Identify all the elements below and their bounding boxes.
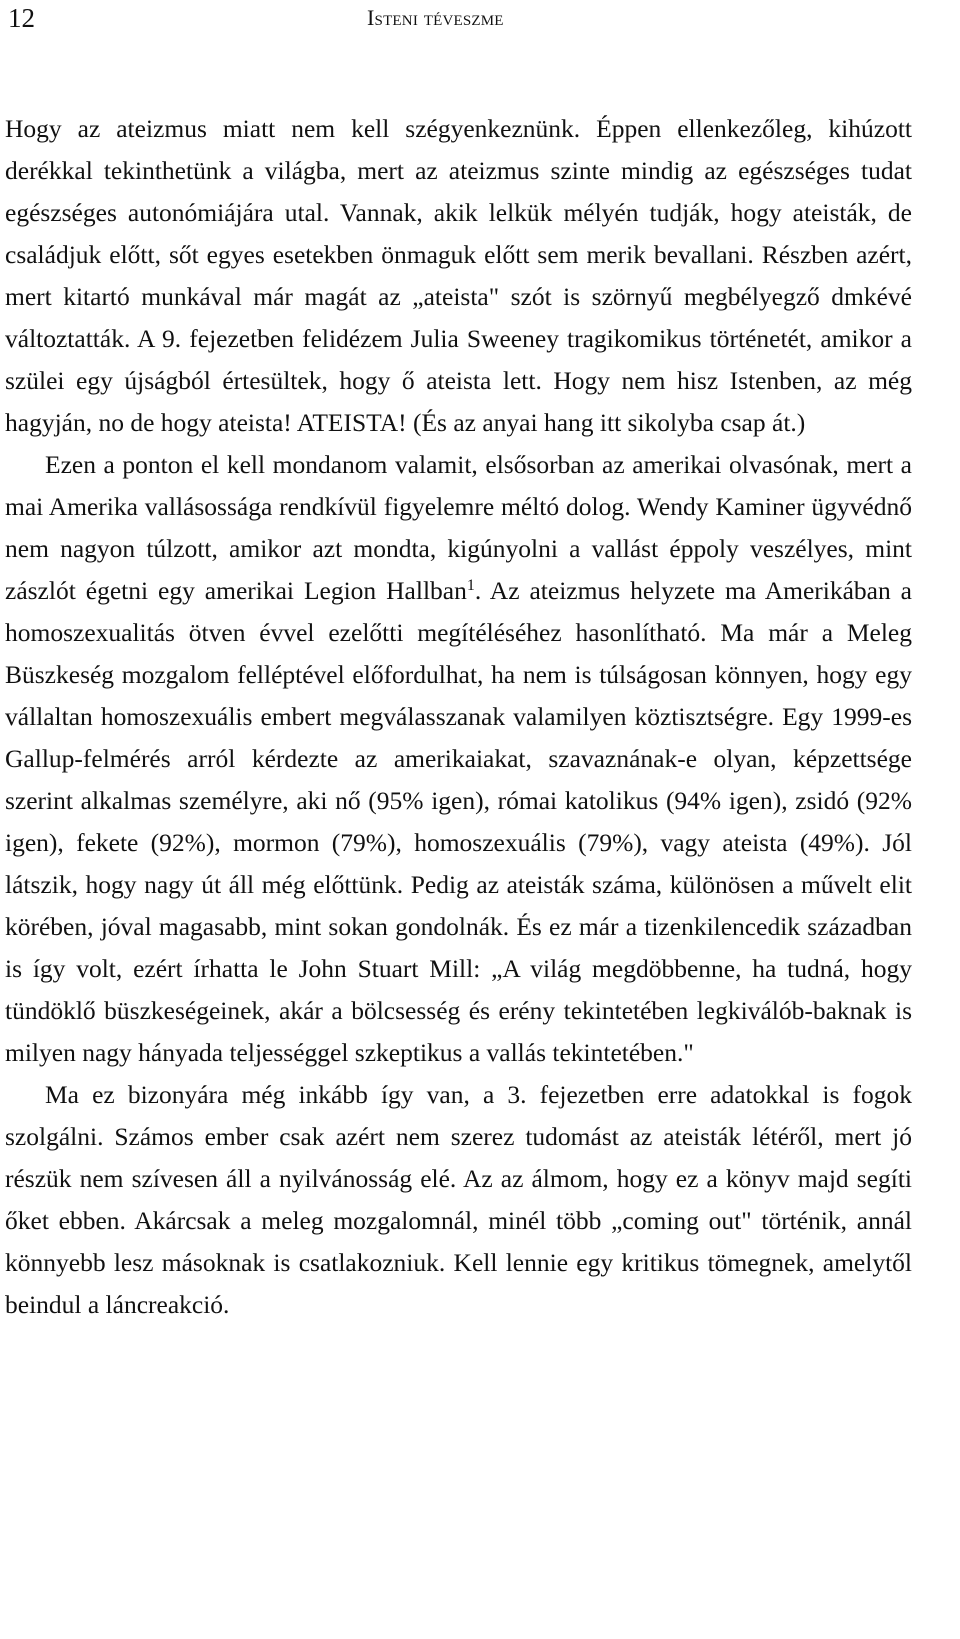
paragraph-2-part-2: . Az ateizmus helyzete ma Amerikában a homoszexualitás ötven évvel ezelőtti megítéléséhez hasonlítható. Ma már a Meleg Büszkeség mozgalom felléptével előfordulhat, ha nem is túlságosan könnyen, hogy egy vállaltan homoszexuális embert megválasszanak valamilyen köztisztségre. Egy 1999-es Gallup-felmérés arról kérdezte az amerikaiakat, szavaznának-e olyan, képzettsége szerint alkalmas személyre, aki nő (95% igen), római katolikus (94% igen), zsidó (92% igen), fekete (92%), mormon (79%), homoszexuális (79%), vagy ateista (49%). Jól látszik, hogy nagy út áll még előttünk. Pedig az ateisták száma, különösen a művelt elit körében, jóval magasabb, mint sokan gondolnák. És ez már a tizenkilencedik században is így volt, ezért írhatta le John Stuart Mill: „A világ megdöbbenne, ha tudná, hogy tündöklő büszkeségeinek, akár a bölcsesség és erény tekintetében legkiválób-baknak is milyen nagy hányada teljességgel szkeptikus a vallás tekintetében." <box>5 576 912 1067</box>
page-number: 12 <box>8 3 35 33</box>
page-header <box>8 2 960 38</box>
paragraph-3: Ma ez bizonyára még inkább így van, a 3. fejezetben erre adatokkal is fogok szolgálni. Számos ember csak azért nem szerez tudomást az ateisták létéről, mert jó részük nem szívesen áll a nyilvánosság elé. Az az álmom, hogy ez a könyv majd segíti őket ebben. Akárcsak a meleg mozgalomnál, minél több „coming out" történik, annál könnyebb lesz másoknak is csatlakozniuk. Kell lennie egy kritikus tömegnek, amelytől beindul a láncreakció. <box>5 1080 912 1319</box>
footnote-reference[interactable]: 1 <box>466 577 475 594</box>
running-head: Isteni téveszme <box>367 5 504 30</box>
paragraph-1: Hogy az ateizmus miatt nem kell szégyenkeznünk. Éppen ellenkezőleg, kihúzott derékkal tekinthetünk a világba, mert az ateizmus szinte mindig az egészséges tudat egészséges autonómiájára utal. Vannak, akik lelkük mélyén tudják, hogy ateisták, de családjuk előtt, sőt egyes esetekben önmaguk előtt sem merik bevallani. Részben azért, mert kitartó munkával már magát az „ateista" szót is szörnyű megbélyegző dmkévé változtatták. A 9. fejezetben felidézem Julia Sweeney tragikomikus történetét, amikor a szülei egy újságból értesültek, hogy ő ateista lett. Hogy nem hisz Istenben, az még hagyján, no de hogy ateista! ATEISTA! (És az anyai hang itt sikolyba csap át.) <box>5 114 912 437</box>
paragraph-2 <box>5 444 912 1074</box>
page-body <box>5 108 912 1326</box>
paragraph-2-part-1: Ezen a ponton el kell mondanom valamit, elsősorban az amerikai olvasónak, mert a mai Amerika vallásossága rendkívül figyelemre méltó dolog. Wendy Kaminer ügyvédnő nem nagyon túlzott, amikor azt mondta, kigúnyolni a vallást éppoly veszélyes, mint zászlót égetni egy amerikai Legion Hallban <box>5 450 912 605</box>
